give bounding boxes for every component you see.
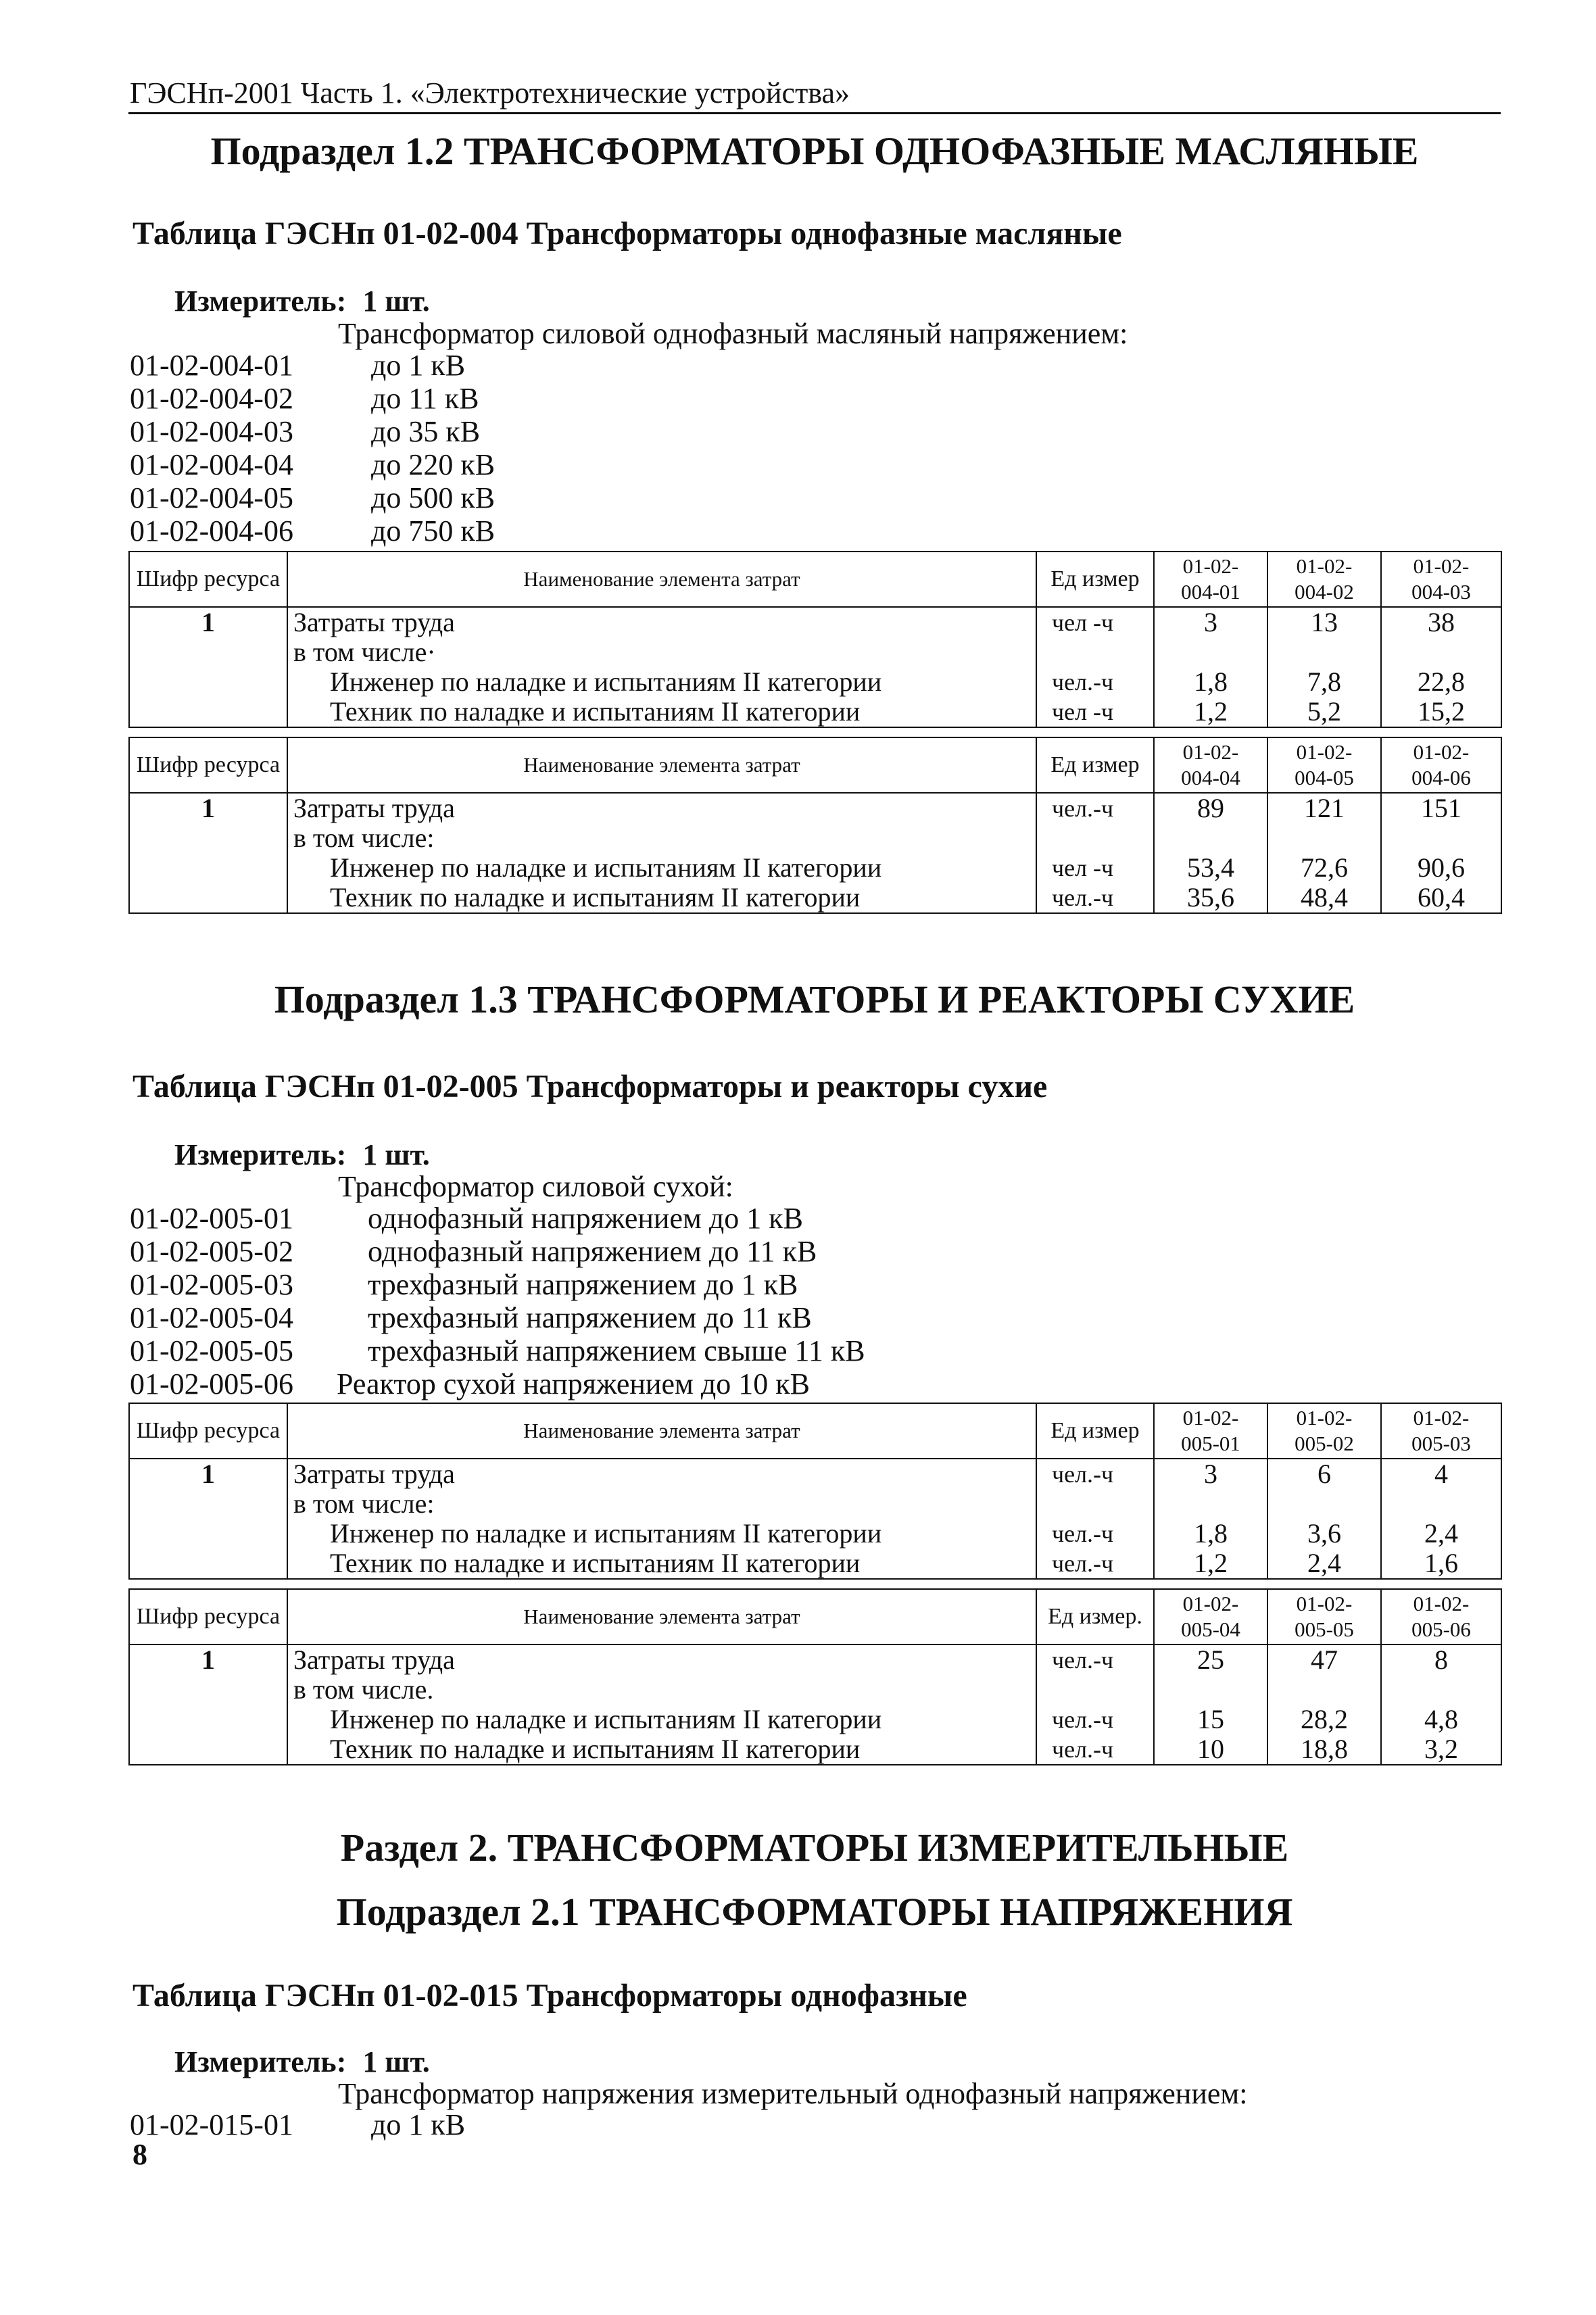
value-cell: 15 [1154,1705,1267,1734]
header-unit: Ед измер [1036,1403,1154,1459]
header-name: Наименование элемента затрат [287,1403,1036,1459]
table-row [129,1675,1501,1705]
unit-cell: чел.-ч [1036,1705,1154,1734]
item-description: до 220 кВ [371,448,495,481]
item-code: 01-02-005-04 [130,1301,293,1334]
item-code: 01-02-004-02 [130,382,293,415]
table-row [129,1549,1501,1579]
item-code: 01-02-015-01 [130,2108,293,2141]
value-cell: 90,6 [1381,853,1501,883]
item-description: трехфазный напряжением до 11 кВ [368,1301,812,1334]
table-row [129,883,1501,913]
table-row [129,1519,1501,1549]
resource-table [128,1403,1502,1580]
header-cipher: Шифр ресурса [129,1403,287,1459]
page-number: 8 [132,2138,147,2171]
item-code: 01-02-004-04 [130,448,293,481]
value-cell: 22,8 [1381,667,1501,697]
value-cell: 1,8 [1154,667,1267,697]
value-cell: 1,6 [1381,1549,1501,1579]
code-list-intro: Трансформатор силовой однофазный масляный напряжением: [338,317,1128,350]
name-cell: Техник по наладке и испытаниям II категории [287,883,1036,913]
table-row [129,667,1501,697]
table-row [129,1459,1501,1489]
name-cell: Техник по наладке и испытаниям II категории [287,697,1036,727]
table-01-02-015-title: Таблица ГЭСНп 01-02-015 Трансформаторы однофазные [132,1978,967,2014]
header-code-col: 01-02- 005-01 [1154,1403,1267,1459]
table-row [129,1489,1501,1519]
header-code-col: 01-02- 004-04 [1154,737,1267,793]
item-description: до 750 кВ [371,514,495,547]
value-cell: 18,8 [1267,1734,1381,1765]
item-description: однофазный напряжением до 11 кВ [368,1235,817,1268]
name-cell: Затраты труда [287,1644,1036,1675]
code-list-intro: Трансформатор силовой сухой: [338,1170,733,1203]
unit-cell: чел.-ч [1036,1549,1154,1579]
value-cell: 60,4 [1381,883,1501,913]
header-unit: Ед измер [1036,552,1154,607]
cipher-cell: 1 [129,793,287,823]
header-code-col: 01-02- 005-06 [1381,1589,1501,1644]
measure-unit [174,284,430,318]
measure-unit [174,2045,430,2079]
item-code: 01-02-004-03 [130,415,293,448]
table-row [129,1734,1501,1765]
unit-cell: чел.-ч [1036,1459,1154,1489]
unit-cell: чел -ч [1036,853,1154,883]
measure-label: Измеритель: [174,1138,347,1171]
value-cell: 4 [1381,1459,1501,1489]
cipher-cell: 1 [129,1459,287,1489]
measure-unit [174,1138,430,1172]
header-code-col: 01-02- 004-02 [1267,552,1381,607]
unit-cell: чел -ч [1036,607,1154,637]
value-cell: 72,6 [1267,853,1381,883]
unit-cell: чел -ч [1036,697,1154,727]
header-cipher: Шифр ресурса [129,552,287,607]
unit-cell: чел.-ч [1036,1734,1154,1765]
cipher-cell: 1 [129,1644,287,1675]
name-cell: в том числе· [287,637,1036,667]
value-cell: 15,2 [1381,697,1501,727]
value-cell: 8 [1381,1644,1501,1675]
value-cell: 7,8 [1267,667,1381,697]
value-cell: 28,2 [1267,1705,1381,1734]
table-row [129,823,1501,853]
value-cell: 2,4 [1267,1549,1381,1579]
measure-label: Измеритель: [174,2045,347,2078]
header-code-col: 01-02- 004-05 [1267,737,1381,793]
resource-table [128,737,1502,914]
item-description: до 500 кВ [371,481,495,514]
name-cell: Затраты труда [287,793,1036,823]
unit-cell: чел.-ч [1036,1644,1154,1675]
value-cell: 10 [1154,1734,1267,1765]
item-description: до 1 кВ [371,2108,466,2141]
unit-cell: чел.-ч [1036,667,1154,697]
table-row [129,793,1501,823]
table-row [129,853,1501,883]
item-code: 01-02-005-06 [130,1367,293,1400]
name-cell: Инженер по наладке и испытаниям II категории [287,667,1036,697]
measure-value: 1 шт. [362,1138,430,1171]
table-01-02-004-title: Таблица ГЭСНп 01-02-004 Трансформаторы однофазные масляные [132,216,1122,251]
name-cell: в том числе. [287,1675,1036,1705]
header-rule [128,112,1501,114]
header-name: Наименование элемента затрат [287,1589,1036,1644]
item-description: до 1 кВ [371,349,466,382]
table-row [129,697,1501,727]
unit-cell: чел.-ч [1036,1519,1154,1549]
table-row [129,607,1501,637]
table-01-02-005-title: Таблица ГЭСНп 01-02-005 Трансформаторы и реакторы сухие [132,1069,1048,1104]
item-code: 01-02-004-06 [130,514,293,547]
item-code: 01-02-004-05 [130,481,293,514]
item-description: до 11 кВ [371,382,479,415]
value-cell: 47 [1267,1644,1381,1675]
item-code: 01-02-005-01 [130,1202,293,1235]
header-unit: Ед измер. [1036,1589,1154,1644]
section-2-title: Раздел 2. ТРАНСФОРМАТОРЫ ИЗМЕРИТЕЛЬНЫЕ [340,1826,1289,1870]
item-description: трехфазный напряжением до 1 кВ [368,1268,798,1301]
value-cell: 89 [1154,793,1267,823]
name-cell: в том числе: [287,823,1036,853]
name-cell: Затраты труда [287,607,1036,637]
header-code-col: 01-02- 005-04 [1154,1589,1267,1644]
value-cell: 3 [1154,607,1267,637]
header-cipher: Шифр ресурса [129,1589,287,1644]
value-cell: 1,2 [1154,1549,1267,1579]
value-cell: 4,8 [1381,1705,1501,1734]
header-unit: Ед измер [1036,737,1154,793]
item-code: 01-02-005-02 [130,1235,293,1268]
value-cell: 53,4 [1154,853,1267,883]
unit-cell: чел.-ч [1036,883,1154,913]
value-cell: 38 [1381,607,1501,637]
header-code-col: 01-02- 005-03 [1381,1403,1501,1459]
value-cell: 35,6 [1154,883,1267,913]
header-name: Наименование элемента затрат [287,737,1036,793]
resource-table [128,1588,1502,1765]
value-cell: 3 [1154,1459,1267,1489]
resource-table [128,551,1502,728]
header-code-col: 01-02- 005-02 [1267,1403,1381,1459]
header-code-col: 01-02- 004-03 [1381,552,1501,607]
subsection-1-2-title: Подраздел 1.2 ТРАНСФОРМАТОРЫ ОДНОФАЗНЫЕ МАСЛЯНЫЕ [210,129,1419,173]
name-cell: Техник по наладке и испытаниям II категории [287,1734,1036,1765]
name-cell: Затраты труда [287,1459,1036,1489]
table-row [129,1644,1501,1675]
name-cell: Инженер по наладке и испытаниям II категории [287,1519,1036,1549]
measure-value: 1 шт. [362,2045,430,2078]
code-list-intro: Трансформатор напряжения измерительный однофазный напряжением: [338,2077,1248,2110]
value-cell: 2,4 [1381,1519,1501,1549]
running-header: ГЭСНп-2001 Часть 1. «Электротехнические устройства» [130,76,850,109]
measure-label: Измеритель: [174,285,347,318]
value-cell: 121 [1267,793,1381,823]
measure-value: 1 шт. [362,285,430,318]
value-cell: 48,4 [1267,883,1381,913]
unit-cell: чел.-ч [1036,793,1154,823]
item-code: 01-02-005-05 [130,1334,293,1367]
name-cell: Техник по наладке и испытаниям II категории [287,1549,1036,1579]
item-code: 01-02-004-01 [130,349,293,382]
subsection-2-1-title: Подраздел 2.1 ТРАНСФОРМАТОРЫ НАПРЯЖЕНИЯ [336,1890,1293,1934]
name-cell: в том числе: [287,1489,1036,1519]
value-cell: 6 [1267,1459,1381,1489]
header-cipher: Шифр ресурса [129,737,287,793]
header-code-col: 01-02- 005-05 [1267,1589,1381,1644]
item-description: трехфазный напряжением свыше 11 кВ [368,1334,865,1367]
cipher-cell: 1 [129,607,287,637]
value-cell: 3,6 [1267,1519,1381,1549]
item-description: Реактор сухой напряжением до 10 кВ [337,1367,810,1400]
value-cell: 13 [1267,607,1381,637]
value-cell: 3,2 [1381,1734,1501,1765]
value-cell: 25 [1154,1644,1267,1675]
header-code-col: 01-02- 004-01 [1154,552,1267,607]
value-cell: 151 [1381,793,1501,823]
value-cell: 5,2 [1267,697,1381,727]
item-code: 01-02-005-03 [130,1268,293,1301]
subsection-1-3-title: Подраздел 1.3 ТРАНСФОРМАТОРЫ И РЕАКТОРЫ СУХИЕ [274,977,1355,1021]
name-cell: Инженер по наладке и испытаниям II категории [287,1705,1036,1734]
value-cell: 1,8 [1154,1519,1267,1549]
value-cell: 1,2 [1154,697,1267,727]
header-code-col: 01-02- 004-06 [1381,737,1501,793]
header-name: Наименование элемента затрат [287,552,1036,607]
item-description: однофазный напряжением до 1 кВ [368,1202,803,1235]
table-row [129,1705,1501,1734]
name-cell: Инженер по наладке и испытаниям II категории [287,853,1036,883]
table-row [129,637,1501,667]
item-description: до 35 кВ [371,415,481,448]
